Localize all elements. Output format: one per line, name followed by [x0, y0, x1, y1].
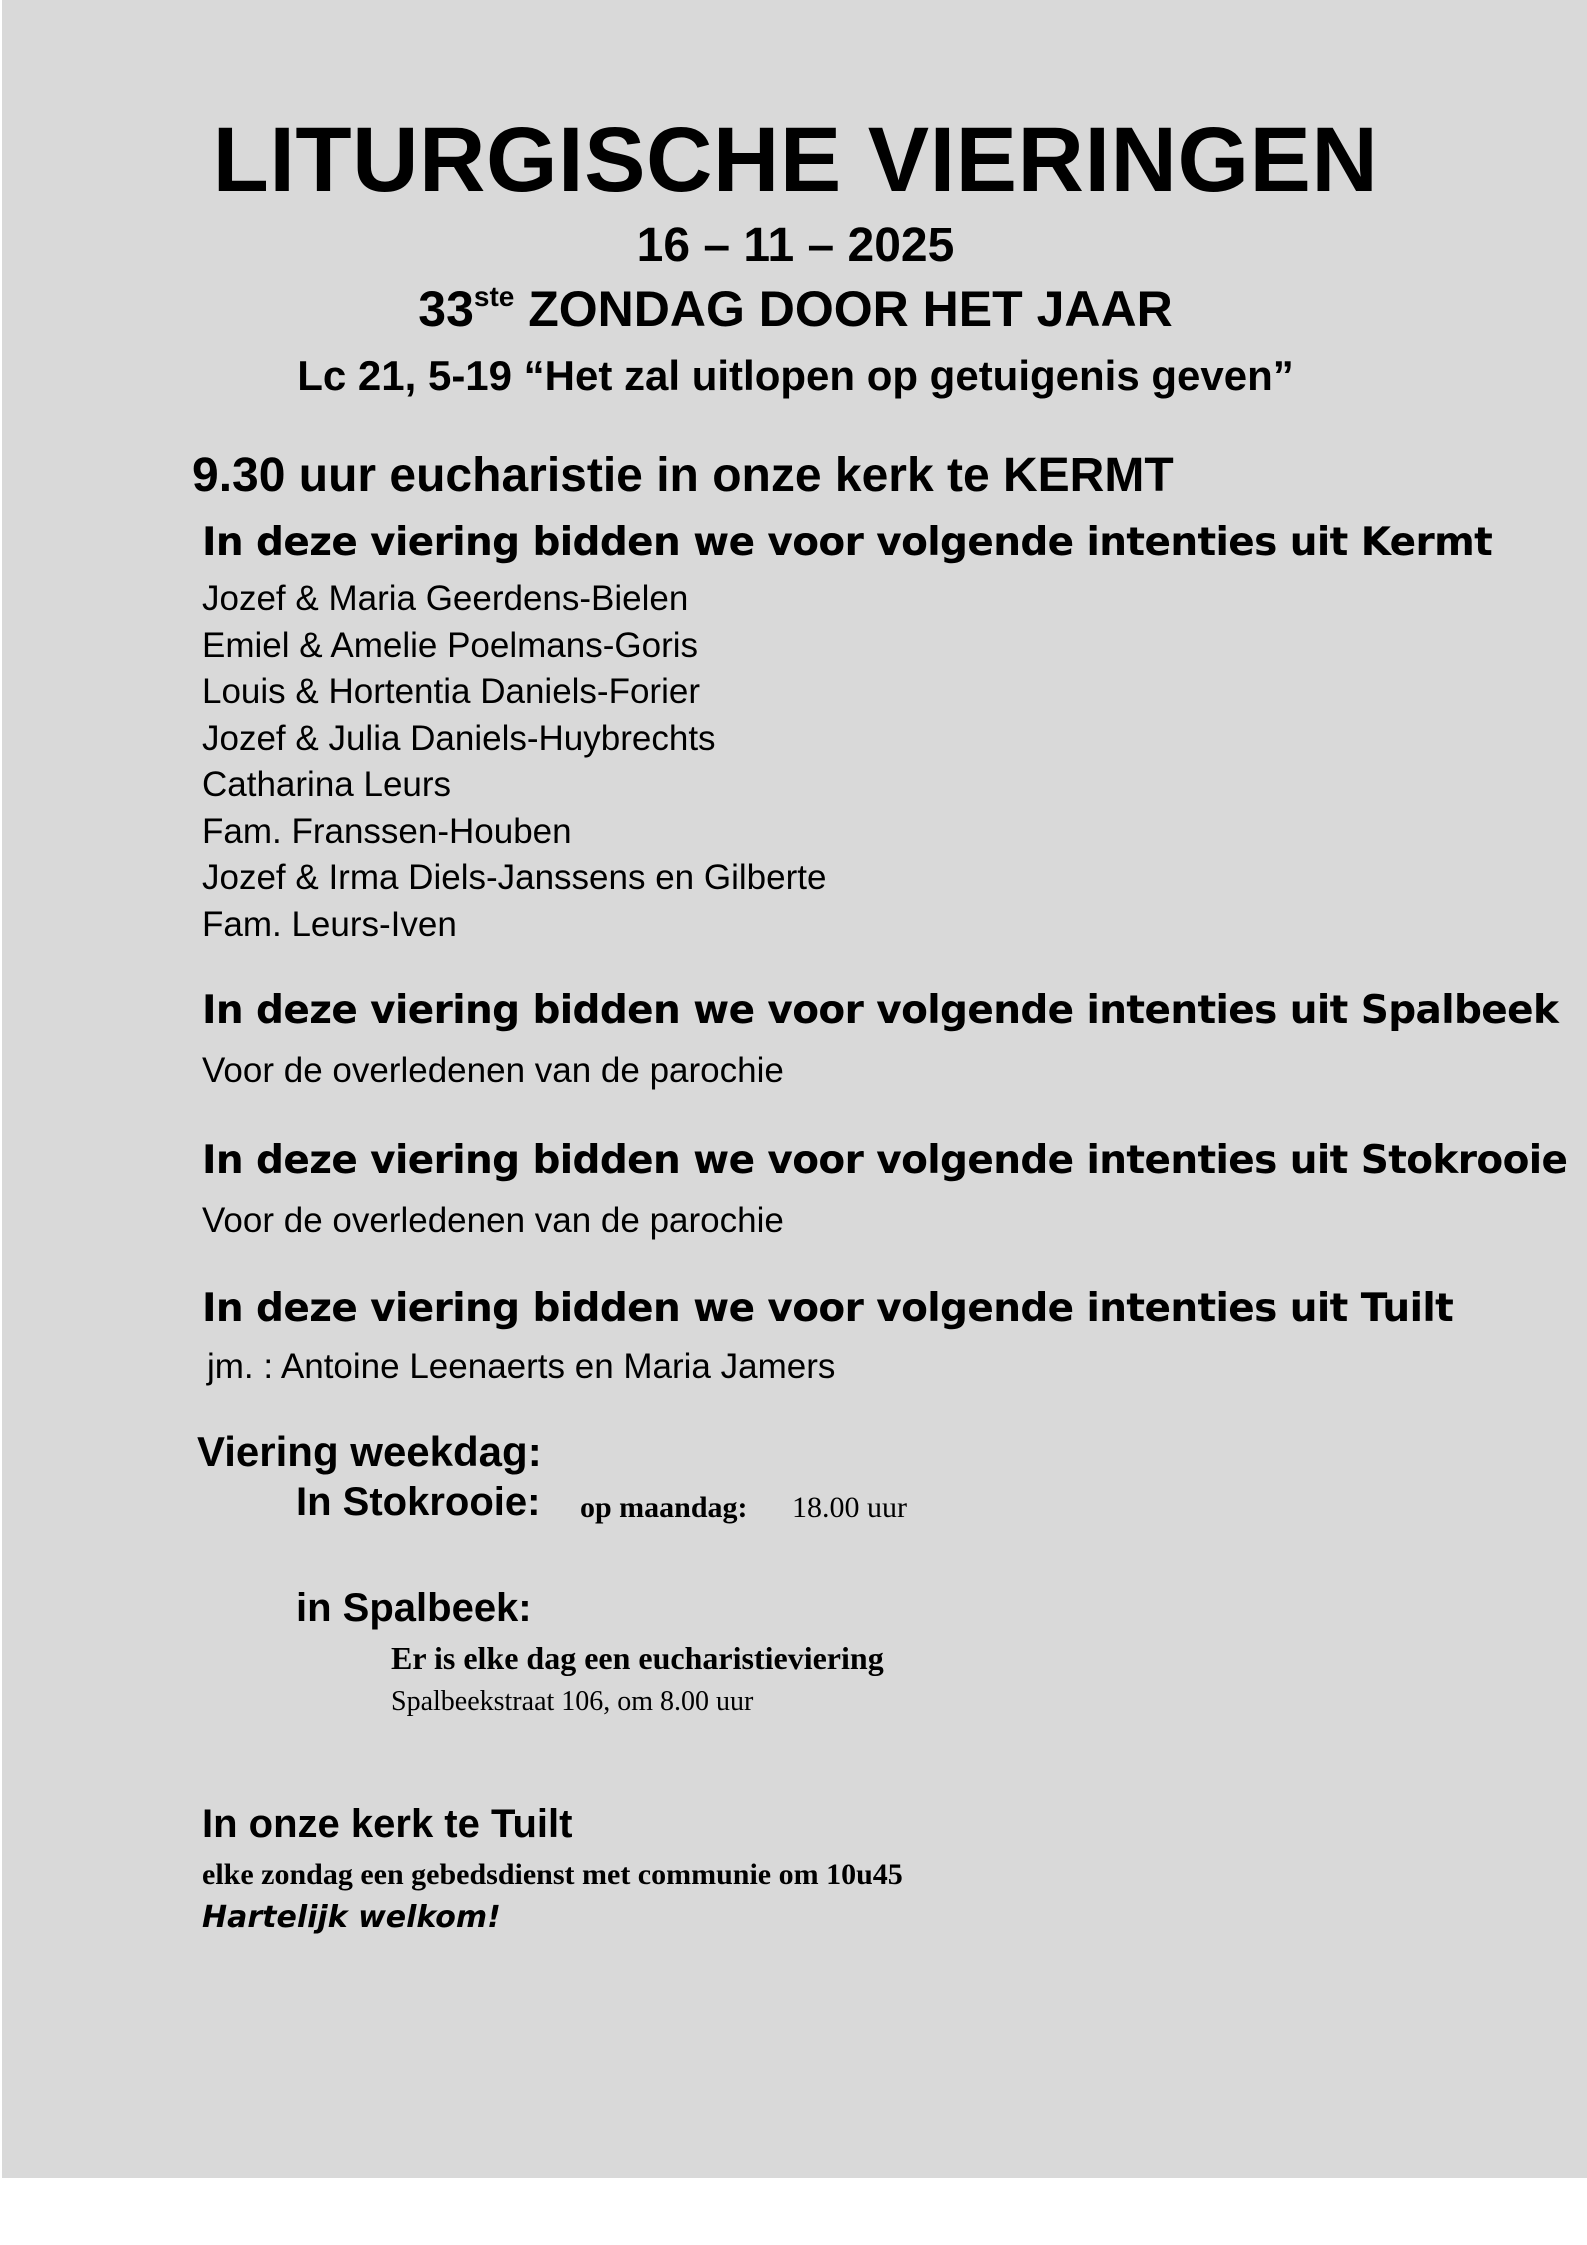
intention-item: Emiel & Amelie Poelmans-Goris [202, 625, 698, 665]
weekday-spalbeek-address: Spalbeekstraat 106, om 8.00 uur [391, 1686, 754, 1717]
intention-item: Jozef & Maria Geerdens-Bielen [202, 579, 689, 618]
tuilt-church-heading: In onze kerk te Tuilt [202, 1802, 573, 1846]
intentions-text-spalbeek: Voor de overledenen van de parochie [202, 1051, 784, 1090]
page-title: LITURGISCHE VIERINGEN [212, 109, 1379, 211]
intentions-heading-tuilt: In deze viering bidden we voor volgende intenties uit Tuilt [202, 1286, 1454, 1331]
liturgical-sunday [2, 280, 1587, 338]
sunday-ordinal-suffix: ste [473, 281, 515, 312]
intention-item: Jozef & Irma Diels-Janssens en Gilberte [202, 858, 827, 897]
welcome-text: Hartelijk welkom! [202, 1900, 501, 1935]
intentions-heading-stokrooie: In deze viering bidden we voor volgende intenties uit Stokrooie [202, 1138, 1568, 1183]
weekday-heading: Viering weekdag: [197, 1428, 542, 1475]
intention-item: Jozef & Julia Daniels-Huybrechts [202, 718, 716, 758]
intentions-heading-spalbeek: In deze viering bidden we voor volgende intenties uit Spalbeek [202, 988, 1559, 1033]
intention-item: Louis & Hortentia Daniels-Forier [202, 672, 700, 711]
intention-item: Fam. Leurs-Iven [202, 904, 457, 944]
weekday-spalbeek-label: in Spalbeek: [296, 1586, 532, 1630]
intentions-text-tuilt: jm. : Antoine Leenaerts en Maria Jamers [207, 1347, 836, 1386]
weekday-stokrooie-day: op maandag: [580, 1491, 748, 1524]
weekday-spalbeek-info: Er is elke dag een eucharistieviering [391, 1640, 884, 1676]
tuilt-church-service: elke zondag een gebedsdienst met communie om 10u45 [202, 1858, 903, 1891]
mass-announcement: 9.30 uur eucharistie in onze kerk te KERMT [192, 449, 1174, 502]
weekday-stokrooie-time: 18.00 uur [792, 1491, 907, 1524]
service-date: 16 – 11 – 2025 [636, 219, 955, 272]
intentions-heading-kermt: In deze viering bidden we voor volgende intenties uit Kermt [202, 520, 1493, 565]
sunday-number: 33 [418, 281, 474, 337]
intention-item: Catharina Leurs [202, 765, 452, 804]
gospel-reading: Lc 21, 5-19 “Het zal uitlopen op getuigenis geven” [297, 352, 1294, 399]
weekday-stokrooie-label: In Stokrooie: [296, 1480, 541, 1524]
intention-item: Fam. Franssen-Houben [202, 811, 572, 851]
sunday-name: ZONDAG DOOR HET JAAR [514, 281, 1173, 337]
intentions-text-stokrooie: Voor de overledenen van de parochie [202, 1201, 784, 1240]
intentions-list-kermt [202, 576, 826, 948]
